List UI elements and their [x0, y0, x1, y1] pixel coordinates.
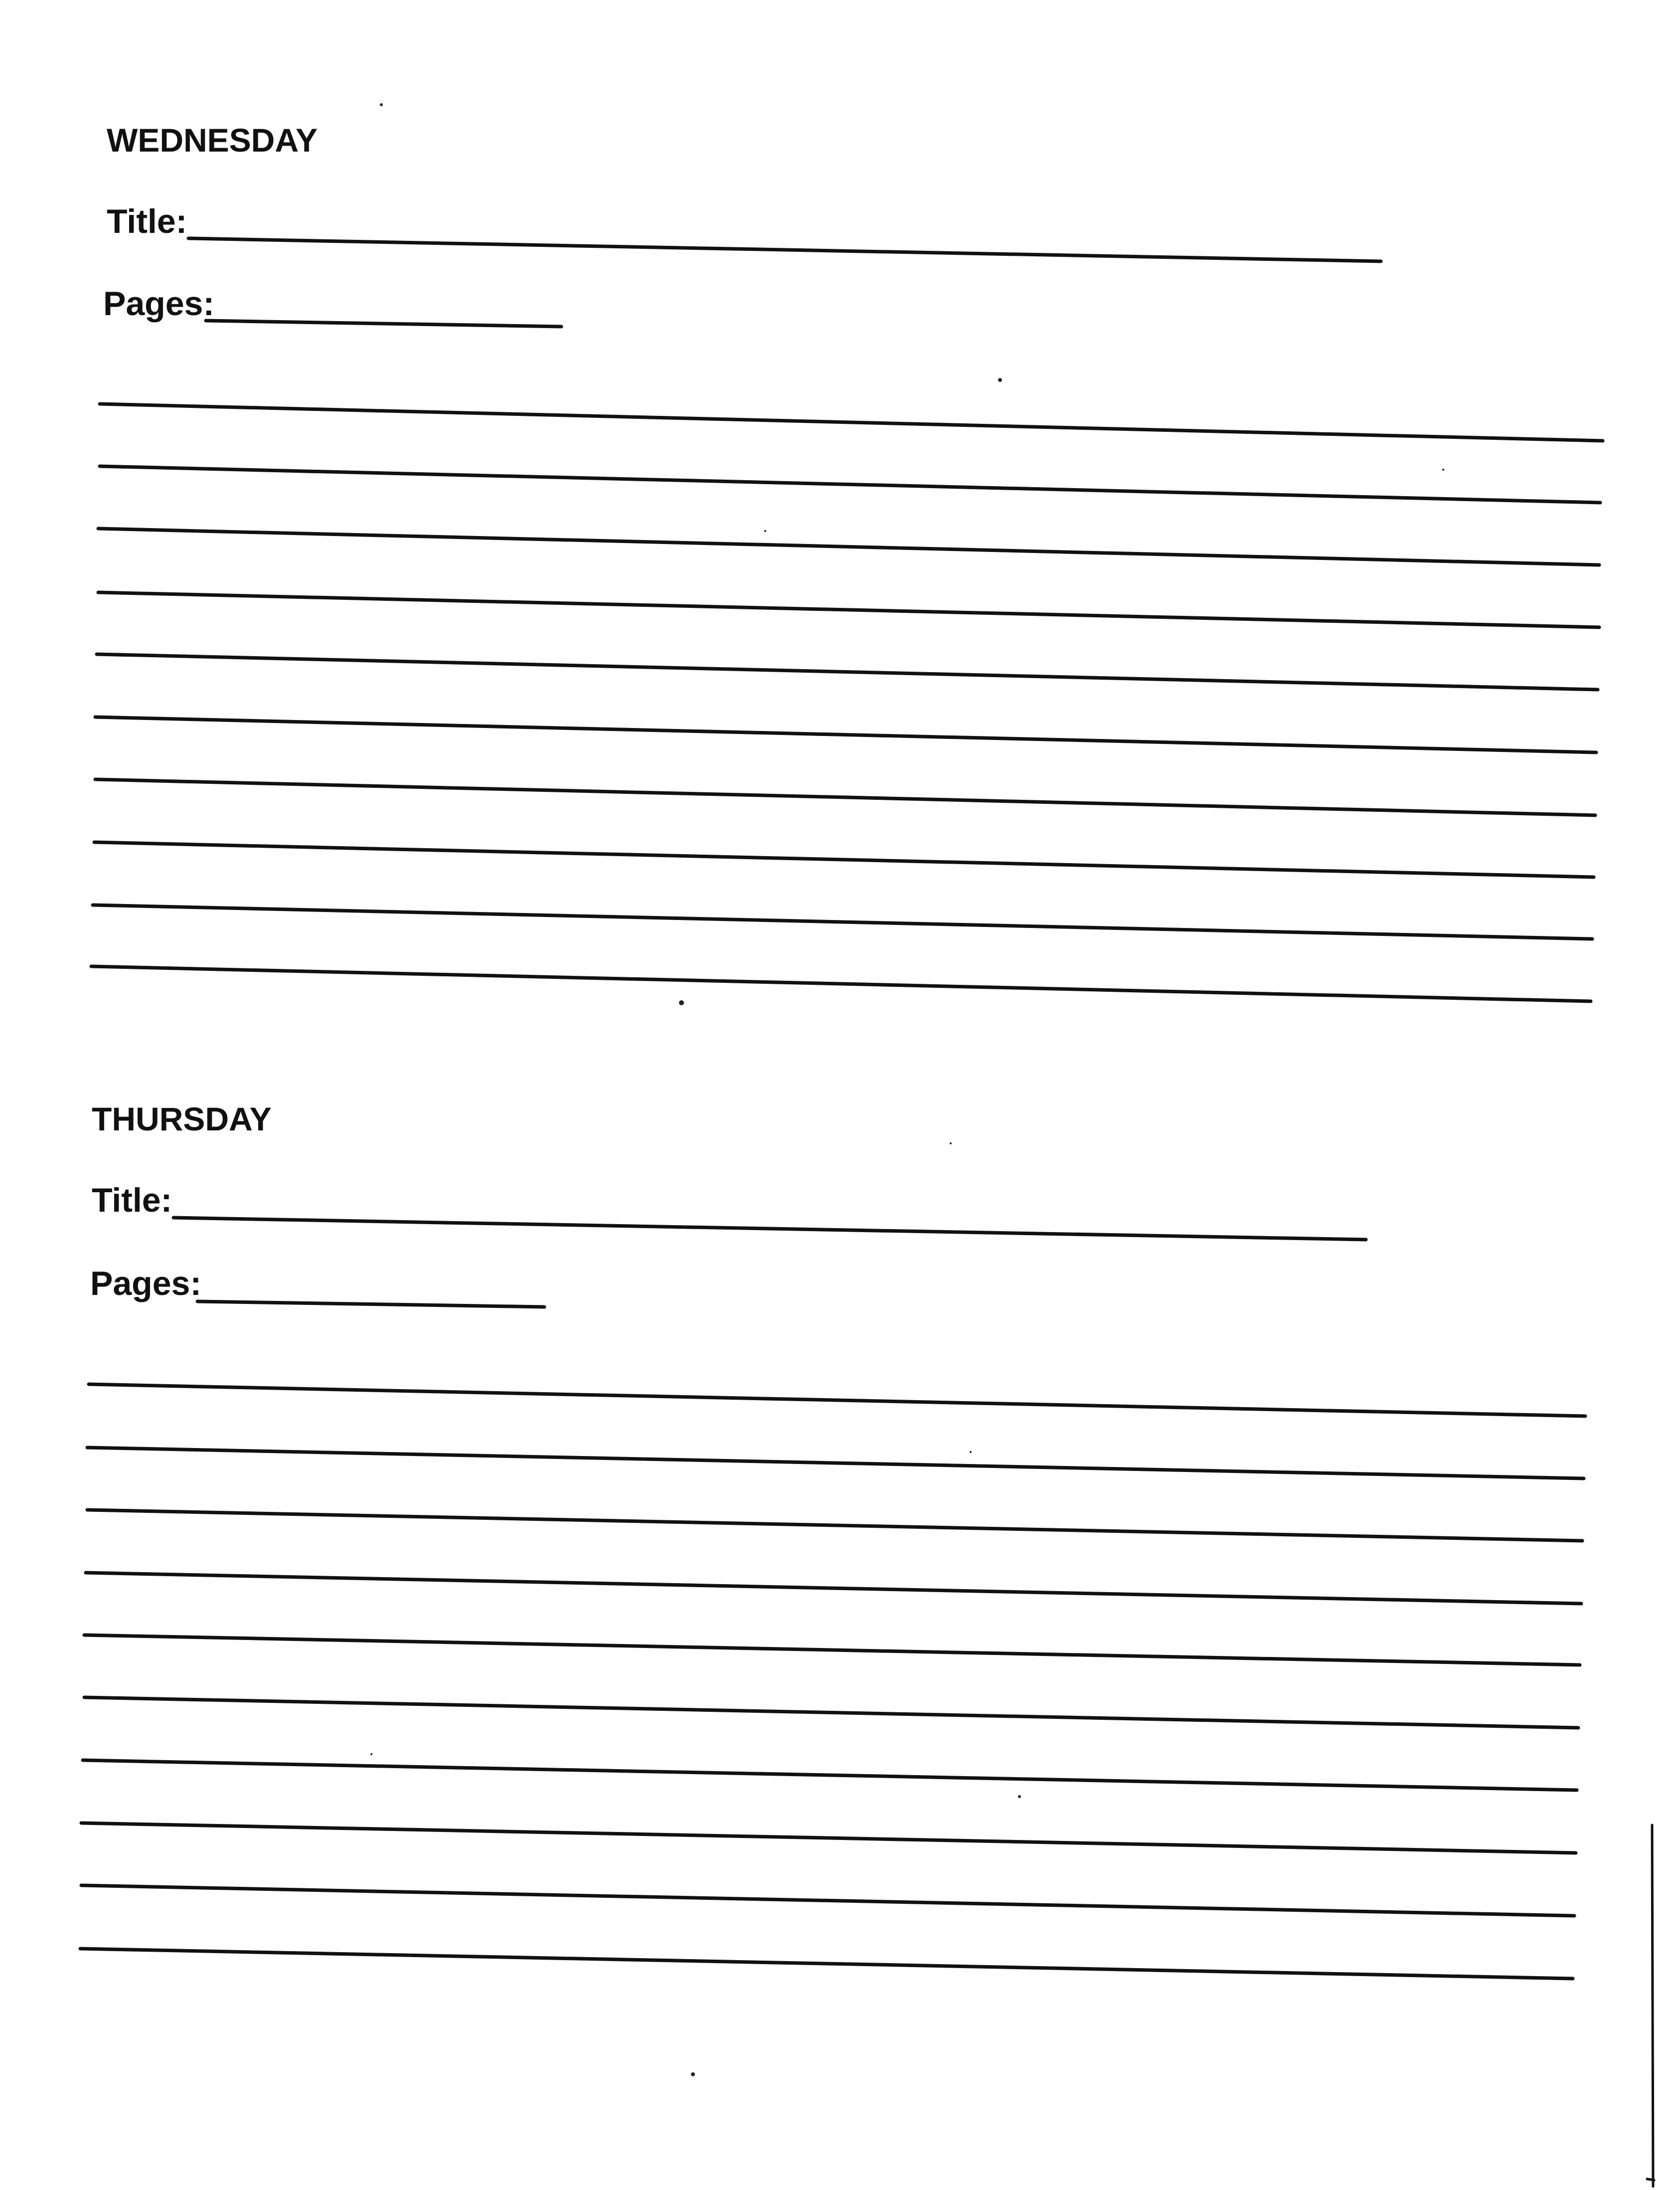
writing-line-thursday-8[interactable]	[81, 1823, 1576, 1853]
title-label-thursday: Title:	[92, 1181, 172, 1219]
writing-line-wednesday-4[interactable]	[98, 592, 1599, 627]
writing-line-wednesday-6[interactable]	[95, 717, 1596, 752]
scan-edge-mark	[1652, 1825, 1653, 2187]
writing-line-thursday-6[interactable]	[84, 1697, 1578, 1728]
scan-specks	[370, 103, 1444, 2076]
writing-line-wednesday-1[interactable]	[100, 404, 1603, 441]
writing-line-wednesday-10[interactable]	[91, 966, 1591, 1001]
writing-line-thursday-2[interactable]	[87, 1448, 1584, 1478]
writing-line-thursday-7[interactable]	[83, 1760, 1577, 1790]
writing-line-thursday-3[interactable]	[87, 1510, 1582, 1541]
writing-line-wednesday-7[interactable]	[95, 779, 1595, 815]
writing-line-wednesday-3[interactable]	[98, 529, 1599, 565]
pages-input-line-thursday[interactable]	[197, 1301, 544, 1307]
writing-line-thursday-4[interactable]	[86, 1573, 1581, 1604]
title-input-line-wednesday[interactable]	[188, 238, 1381, 261]
writing-line-thursday-9[interactable]	[81, 1885, 1574, 1916]
pages-label-thursday: Pages:	[90, 1265, 201, 1302]
writing-line-wednesday-2[interactable]	[100, 466, 1600, 503]
pages-label-wednesday: Pages:	[103, 285, 214, 323]
writing-line-wednesday-9[interactable]	[93, 905, 1592, 939]
writing-line-wednesday-5[interactable]	[97, 654, 1598, 690]
title-label-wednesday: Title:	[107, 202, 187, 240]
writing-line-thursday-10[interactable]	[80, 1949, 1573, 1979]
day-heading-wednesday: WEDNESDAY	[107, 122, 318, 159]
writing-line-thursday-5[interactable]	[84, 1635, 1580, 1665]
title-input-line-thursday[interactable]	[173, 1218, 1366, 1240]
writing-line-wednesday-8[interactable]	[94, 842, 1594, 877]
pages-input-line-wednesday[interactable]	[206, 321, 561, 327]
day-heading-thursday: THURSDAY	[92, 1100, 272, 1137]
scan-edge-mark-foot	[1647, 2179, 1654, 2180]
writing-line-thursday-1[interactable]	[89, 1384, 1585, 1416]
